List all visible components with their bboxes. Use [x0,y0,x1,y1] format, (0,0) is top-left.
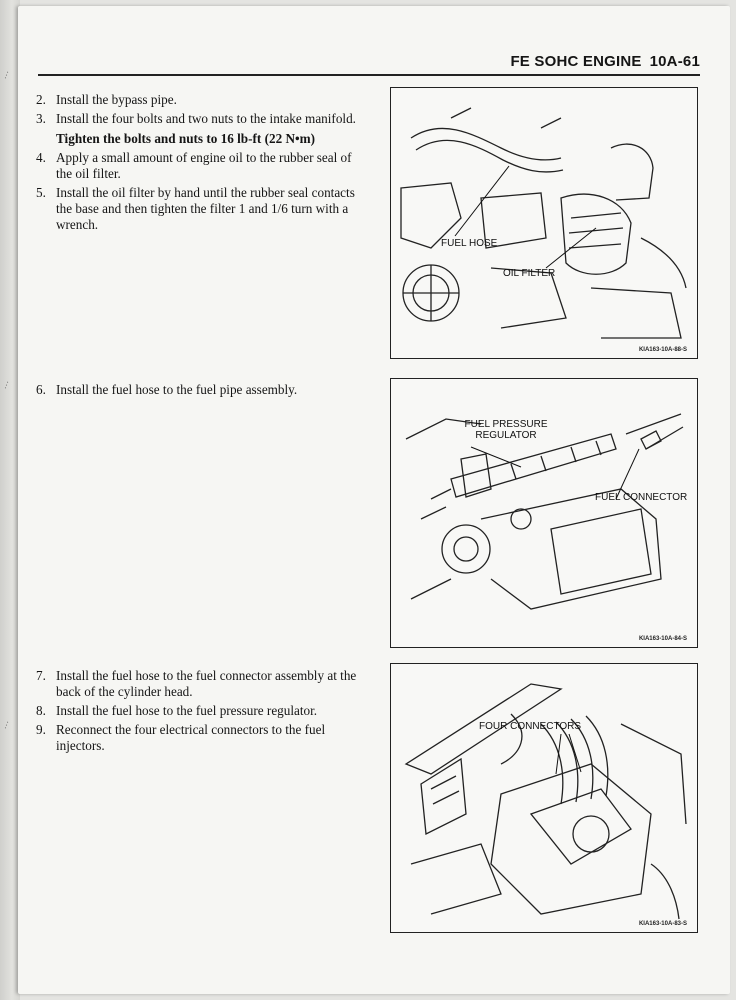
figure-label: FUEL CONNECTOR [595,492,688,503]
step-item: 4. Apply a small amount of engine oil to the rubber seal of the oil filter. [36,150,352,181]
spine-bleed-mark: ··· [0,719,13,731]
step-item: 7. Install the fuel hose to the fuel connector assembly at the back of the cylinder head. [36,668,357,699]
steps-block-3 [36,668,358,757]
steps-block-1 [36,92,358,236]
figure-code: KIA163-10A-84-S [638,636,687,642]
step-item: 6. Install the fuel hose to the fuel pipe assembly. [36,382,298,397]
figure-four-connectors [390,663,698,933]
engine-illustration-icon [391,664,697,932]
figure-label: FUEL PRESSURE REGULATOR [464,419,548,441]
page-header [510,53,700,70]
steps-block-2 [36,382,366,401]
figure-code: KIA163-10A-88-S [638,347,687,353]
figure-fuel-connector [390,378,698,648]
step-item: 3. Install the four bolts and two nuts to the intake manifold. [36,111,356,126]
step-item: 2. Install the bypass pipe. [36,92,177,107]
manual-page [18,6,730,994]
figure-label: FUEL HOSE [441,238,498,249]
section-title: FE SOHC ENGINE [510,53,642,70]
header-rule [38,74,700,76]
step-item: 5. Install the oil filter by hand until the rubber seal contacts the base and then tighten the filter 1 and 1/6 turn with a wrench. [36,185,355,232]
page-number: 10A-61 [649,53,700,70]
figure-oil-filter [390,87,698,359]
torque-spec: Tighten the bolts and nuts to 16 lb-ft (22 N•m) [56,131,315,146]
binding-spine [0,0,20,1000]
spine-bleed-mark: ··· [0,379,13,391]
engine-illustration-icon [391,88,697,358]
figure-label: FOUR CONNECTORS [479,721,582,732]
step-item: 8. Install the fuel hose to the fuel pressure regulator. [36,703,318,718]
figure-code: KIA163-10A-83-S [638,921,687,927]
step-item: 9. Reconnect the four electrical connectors to the fuel injectors. [36,722,326,753]
spine-bleed-mark: ··· [0,69,13,81]
figure-label: OIL FILTER [503,268,556,279]
